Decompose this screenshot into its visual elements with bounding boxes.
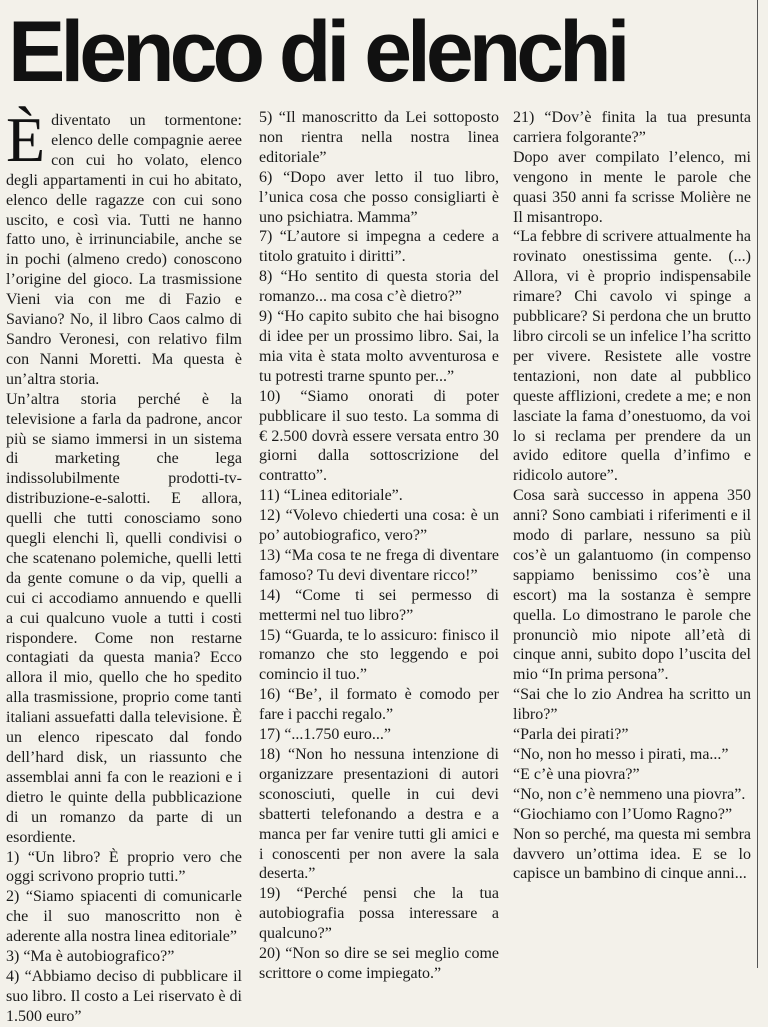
quote-paragraph: “La febbre di scrivere attualmente ha rovinato onestissima gente. (...) Allora, vi è proprio indispensabile rimare? Chi cavolo vi spinge a pubblicare? Si perdona che un brutto libro circoli se un infelice l’ha scritto per vivere. Resistete alle vostre tentazioni, non date al pubblico queste afflizioni, credete a me; e non lasciate la fama d’onestuomo, da voi lo si reclama per prendere da un avido editore quella d’infimo e ridicolo autore”. (513, 228, 751, 485)
dialogue-line: “E c’è una piovra?” (513, 765, 640, 783)
list-item: 17) “...1.750 euro...” (259, 726, 391, 744)
dialogue-line: “Giochiamo con l’Uomo Ragno?” (513, 805, 733, 823)
paragraph: Un’altra storia perché è la televisione a farla da padrone, ancor più se siamo immersi in un sistema di marketing che lega indissolubilmente prodotti-tv-distribuzione-e-salotti. E allora, quelli che tutti conosciamo sono quegli elenchi lì, quelli condivisi o che scatenano polemiche, quelli letti da gente comune o da vip, quelli a cui ci accodiamo annuendo e quelli a cui qualcuno vuole a tutti i costi rispondere. Come non restarne contagiati da questa mania? Ecco allora il mio, quello che ho spedito alla trasmissione, proprio come tanti italiani assuefatti dalla televisione. È un elenco ripescato dal fondo dell’hard disk, un riassunto che assemblai anni fa con le reazioni e i dietro le quinte della pubblicazione di un romanzo da parte di un esordiente. (6, 390, 242, 846)
list-item: 9) “Ho capito subito che hai bisogno di idee per un prossimo libro. Sai, la mia vita è stata molto avventurosa e tu potresti trarne spunto per...” (259, 308, 499, 385)
article-column-3 (513, 108, 751, 968)
article-column-1 (6, 104, 242, 1025)
list-item: 2) “Siamo spiacenti di comunicarle che il suo manoscritto non è aderente alla nostra linea editoriale” (6, 888, 242, 946)
list-item: 18) “Non ho nessuna intenzione di organizzare presentazioni di autori sconosciuti, quelle in cui devi sbatterti telefonando a destra e a manca per far venire tutti gli amici e i conoscenti per non avere la sala deserta.” (259, 746, 499, 883)
list-item: 8) “Ho sentito di questa storia del romanzo... ma cosa c’è dietro?” (259, 268, 499, 306)
list-item: 7) “L’autore si impegna a cedere a titolo gratuito i diritti”. (259, 228, 499, 266)
dialogue-line: “Sai che lo zio Andrea ha scritto un libro?” (513, 686, 751, 724)
list-item: 11) “Linea editoriale”. (259, 487, 403, 505)
paragraph: Dopo aver compilato l’elenco, mi vengono in mente le parole che quasi 350 anni fa scrisse Molière ne Il misantropo. (513, 148, 751, 226)
list-item: 15) “Guarda, te lo assicuro: finisco il romanzo che sto leggendo e poi comincio il tuo.” (259, 626, 499, 684)
list-item: 20) “Non so dire se sei meglio come scrittore o come impiegato.” (259, 945, 499, 982)
list-item: 1) “Un libro? È proprio vero che oggi scrivono proprio tutti.” (6, 848, 242, 886)
paragraph: Cosa sarà successo in appena 350 anni? Sono cambiati i riferimenti e il modo di parlare, nessuno sa più cos’è un galantuomo (in compenso sappiamo benissimo cos’è una escort) ma la sostanza è sempre quella. Lo dimostrano le parole che pronunciò mio nipote all’età di cinque anni, subito dopo l’uscita del mio “In prima persona”. (513, 487, 751, 684)
dialogue-line: “Parla dei pirati?” (513, 726, 629, 744)
dialogue-line: “No, non ho messo i pirati, ma...” (513, 746, 729, 763)
list-item: 6) “Dopo aver letto il tuo libro, l’unica cosa che posso consigliarti è uno psichiatra. Mamma” (259, 168, 499, 226)
list-item: 10) “Siamo onorati di poter pubblicare il suo testo. La somma di € 2.500 dovrà essere versata entro 30 giorni dalla sottoscrizione del contratto”. (259, 387, 499, 485)
list-item: 14) “Come ti sei permesso di mettermi nel tuo libro?” (259, 586, 499, 624)
list-item: 13) “Ma cosa te ne frega di diventare famoso? Tu devi diventare ricco!” (259, 546, 499, 584)
intro-paragraph: Èdiventato un tormentone: elenco delle compagnie aeree con cui ho volato, elenco degli appartamenti in cui ho abitato, elenco delle ragazze con cui sono uscito, e così via. Tutti ne hanno fatto uno, è irrinunciabile, anche se in pochi (almeno credo) conoscono l’origine del gioco. La trasmissione Vieni via con me di Fazio e Saviano? No, il libro Caos calmo di Sandro Veronesi, con relativo film con Nanni Moretti. Ma questa è un’altra storia. (6, 104, 242, 388)
list-item: 19) “Perché pensi che la tua autobiografia possa interessare a qualcuno?” (259, 885, 499, 943)
list-item: 21) “Dov’è finita la tua presunta carriera folgorante?” (513, 109, 751, 146)
closing-paragraph: Non so perché, ma questa mi sembra davvero un’ottima idea. E se lo capisce un bambino di cinque anni... (513, 825, 751, 883)
drop-cap: È (6, 104, 46, 175)
dialogue-line: “No, non c’è nemmeno una piovra”. (513, 785, 746, 803)
column-rule (757, 0, 758, 968)
headline: Elenco di elenchi (8, 4, 626, 100)
article-column-2 (259, 108, 499, 982)
list-item: 4) “Abbiamo deciso di pubblicare il suo libro. Il costo a Lei riservato è di 1.500 euro” (6, 967, 242, 1025)
list-item: 5) “Il manoscritto da Lei sottoposto non rientra nella nostra linea editoriale” (259, 109, 499, 166)
list-item: 12) “Volevo chiederti una cosa: è un po’ autobiografico, vero?” (259, 507, 499, 545)
list-item: 16) “Be’, il formato è comodo per fare i pacchi regalo.” (259, 686, 499, 724)
list-item: 3) “Ma è autobiografico?” (6, 948, 175, 966)
